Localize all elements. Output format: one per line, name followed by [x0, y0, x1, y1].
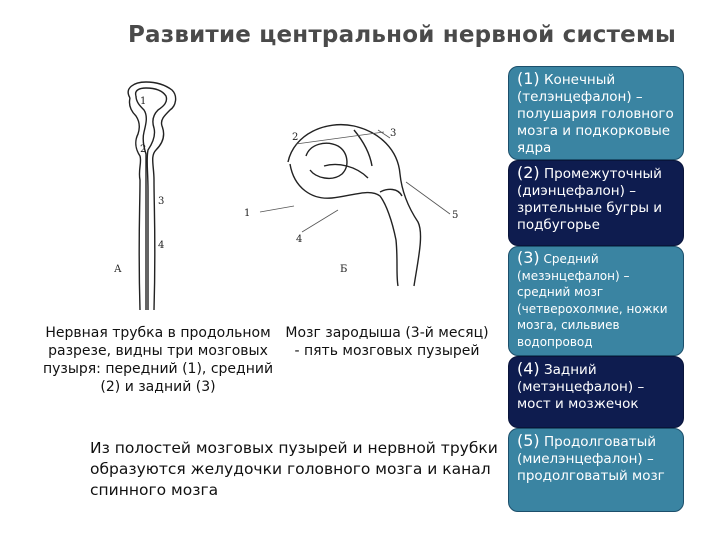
box-text: Промежуточный (диэнцефалон) – зрительные бугры и подбугорье [517, 166, 663, 233]
label-b-2: 2 [292, 132, 299, 143]
label-a-2: 2 [140, 144, 147, 155]
label-b-5: 5 [452, 210, 459, 221]
label-a-3: 3 [158, 196, 165, 207]
page-title: Развитие центральной нервной системы [128, 22, 676, 48]
ventricles-note: Из полостей мозговых пузырей и нервной трубки образуются желудочки головного мозга и канал спинного мозга [90, 439, 498, 499]
box-text: Задний (метэнцефалон) – мост и мозжечок [517, 362, 645, 412]
caption-embryo-brain: Мозг зародыша (3-й месяц) - пять мозговых пузырей [285, 325, 489, 359]
neural-tube-drawing [128, 82, 175, 310]
box-metencephalon [508, 356, 684, 428]
label-b-1: 1 [244, 208, 251, 219]
label-a-letter: А [114, 264, 122, 275]
embryo-brain-drawing [288, 125, 421, 286]
box-number: (3) [517, 248, 540, 267]
box-text: Средний (мезэнцефалон) – средний мозг (четверохолмие, ножки мозга, сильвиев водопровод [517, 252, 668, 349]
label-b-letter: Б [340, 264, 348, 275]
box-diencephalon [508, 160, 684, 246]
label-a-1: 1 [140, 96, 147, 107]
label-a-4: 4 [158, 240, 165, 251]
neural-tube-figure [80, 70, 502, 320]
box-text: Конечный (телэнцефалон) – полушария головного мозга и подкорковые ядра [517, 72, 674, 156]
box-mesencephalon [508, 246, 684, 356]
box-myelencephalon [508, 428, 684, 512]
box-number: (2) [517, 163, 540, 182]
box-number: (4) [517, 359, 540, 378]
box-number: (5) [517, 431, 540, 450]
label-b-4: 4 [296, 234, 303, 245]
box-telencephalon [508, 66, 684, 160]
box-number: (1) [517, 69, 540, 88]
box-text: Продолговатый (миелэнцефалон) – продолговатый мозг [517, 434, 665, 484]
label-b-3: 3 [390, 128, 397, 139]
caption-neural-tube: Нервная трубка в продольном разрезе, видны три мозговых пузыря: передний (1), средний (2) и задний (3) [42, 325, 274, 395]
